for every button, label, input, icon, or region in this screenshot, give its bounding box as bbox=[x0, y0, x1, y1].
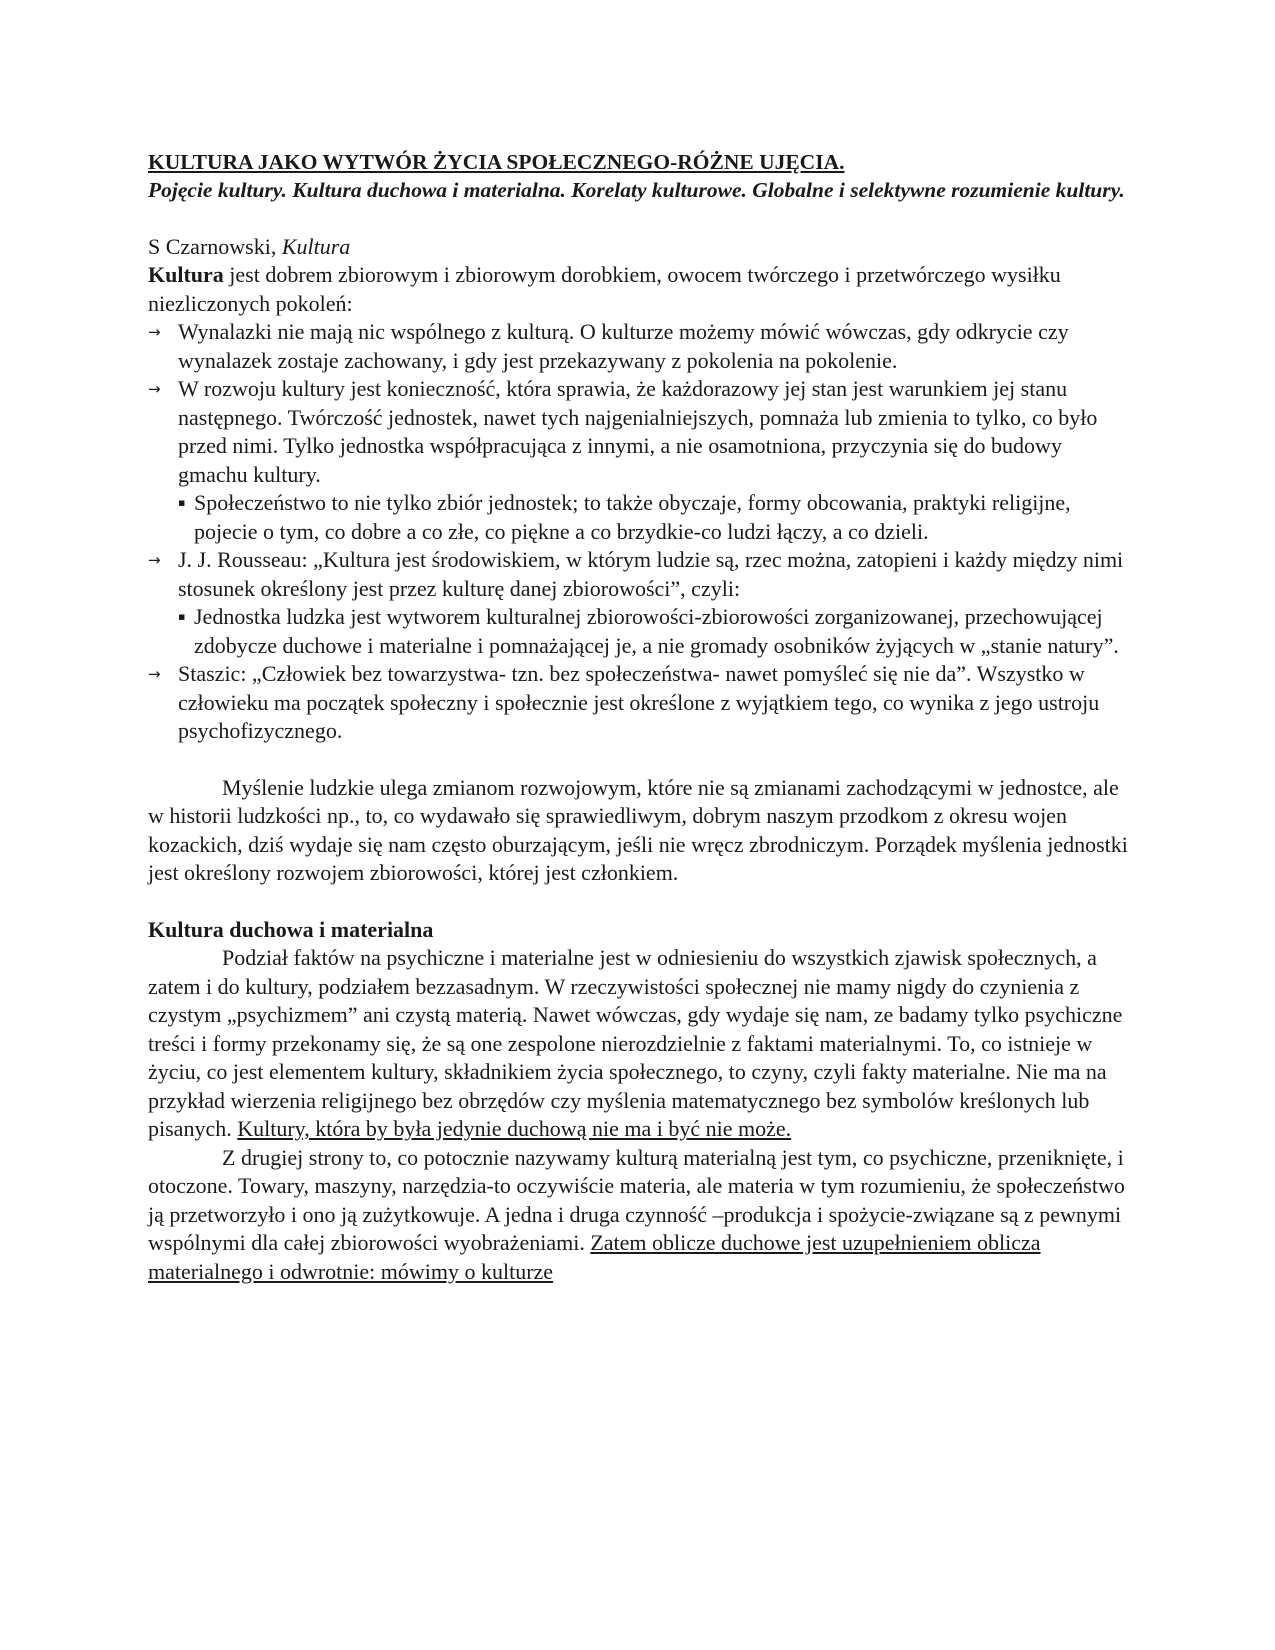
underlined-text: Zatem oblicze duchowe jest uzupełnieniem oblicza materialnego i odwrotnie: mówimy o kulturze bbox=[148, 1230, 1041, 1284]
arrow-item-text: J. J. Rousseau: „Kultura jest środowiskiem, w którym ludzie są, rzec można, zatopieni i każdy między nimi stosunek określony jest przez kulturę danej zbiorowości”, czyli: bbox=[178, 547, 1124, 601]
underlined-text: Kultury, która by była jedynie duchową nie ma i być nie może. bbox=[237, 1116, 792, 1141]
section-heading: Kultura duchowa i materialna bbox=[148, 916, 434, 942]
intro-text: jest dobrem zbiorowym i zbiorowym dorobkiem, owocem twórczego i przetwórczego wysiłku niezliczonych pokoleń: bbox=[148, 262, 1061, 316]
intro-paragraph bbox=[148, 261, 1133, 318]
square-bullet-icon: ▪ bbox=[178, 496, 186, 509]
arrow-item-text: Staszic: „Człowiek bez towarzystwa- tzn. bez społeczeństwa- nawet pomyśleć się nie da”. Wszystko w człowieku ma początek społeczny i społecznie jest określone z wyjątkiem tego, co wynika z jego ustroju psychofizycznego. bbox=[178, 661, 1100, 743]
bullet-item-text: Jednostka ludzka jest wytworem kulturalnej zbiorowości-zbiorowości zorganizowanej, przechowującej zdobycze duchowe i materialne i pomnażającej je, a nie gromady osobników żyjących w „stanie natury”. bbox=[194, 604, 1119, 658]
arrow-icon: → bbox=[148, 380, 161, 398]
arrow-icon: → bbox=[148, 323, 161, 341]
bullet-list-item bbox=[148, 489, 1133, 546]
blank-line bbox=[148, 888, 1133, 916]
author-name: S Czarnowski, bbox=[148, 234, 277, 259]
paragraph-text: Podział faktów na psychiczne i materialne jest w odniesieniu do wszystkich zjawisk społecznych, a zatem i do kultury, podziałem bezzasadnym. W rzeczywistości społecznej nie mamy nigdy do czynienia z czystym „psychizmem” ani czystą materią. Nawet wówczas, gdy wydaje się nam, ze badamy tylko psychiczne treści i formy przekonamy się, że są one zespolone nierozdzielnie z faktami materialnymi. To, co istnieje w życiu, co jest elementem kultury, składnikiem życia społecznego, to czyny, czyli fakty materialne. Nie ma na przykład wierzenia religijnego bez obrzędów czy myślenia matematycznego bez symbolów kreślonych lub pisanych. bbox=[148, 945, 1123, 1141]
arrow-list-item bbox=[148, 660, 1133, 746]
blank-line bbox=[148, 204, 1133, 232]
arrow-icon: → bbox=[148, 551, 161, 569]
document-title: KULTURA JAKO WYTWÓR ŻYCIA SPOŁECZNEGO-RÓŻNE UJĘCIA. bbox=[148, 150, 845, 174]
bullet-list-item bbox=[148, 603, 1133, 660]
paragraph-text: Z drugiej strony to, co potocznie nazywamy kulturą materialną jest tym, co psychiczne, przeniknięte, i otoczone. Towary, maszyny, narzędzia-to oczywiście materia, ale materia w tym rozumieniu, że społeczeństwo ją przetworzyło i ono ją zużytkowuje. A jedna i druga czynność –produkcja i spożycie-związane są z pewnymi wspólnymi dla całej zbiorowości wyobrażeniami. bbox=[148, 1144, 1125, 1255]
section-paragraph bbox=[148, 1144, 1133, 1287]
document-subtitle: Pojęcie kultury. Kultura duchowa i materialna. Korelaty kulturowe. Globalne i selektywne rozumienie kultury. bbox=[148, 178, 1125, 202]
document-page bbox=[148, 148, 1133, 1286]
square-bullet-icon: ▪ bbox=[178, 610, 186, 623]
arrow-icon: → bbox=[148, 665, 161, 683]
section-paragraph bbox=[148, 944, 1133, 1144]
arrow-item-text: Wynalazki nie mają nic wspólnego z kulturą. O kulturze możemy mówić wówczas, gdy odkrycie czy wynalazek zostaje zachowany, i gdy jest przekazywany z pokolenia na pokolenie. bbox=[178, 319, 1069, 373]
intro-term: Kultura bbox=[148, 262, 224, 287]
author-line bbox=[148, 232, 1133, 261]
arrow-list-item bbox=[148, 375, 1133, 489]
arrow-list-item bbox=[148, 318, 1133, 375]
author-work: Kultura bbox=[281, 234, 351, 259]
blank-line bbox=[148, 746, 1133, 774]
arrow-item-text: W rozwoju kultury jest konieczność, która sprawia, że każdorazowy jej stan jest warunkiem jej stanu następnego. Twórczość jednostek, nawet tych najgenialniejszych, pomnaża lub zmienia to tylko, co było przed nimi. Tylko jednostka współpracująca z innymi, a nie osamotniona, przyczynia się do budowy gmachu kultury. bbox=[178, 376, 1098, 487]
arrow-list-item bbox=[148, 546, 1133, 603]
thinking-paragraph: Myślenie ludzkie ulega zmianom rozwojowym, które nie są zmianami zachodzącymi w jednostce, ale w historii ludzkości np., to, co wydawało się sprawiedliwym, dobrym naszym przodkom z okresu wojen kozackich, dziś wydaje się nam często oburzającym, jeśli nie wręcz zbrodniczym. Porządek myślenia jednostki jest określony rozwojem zbiorowości, której jest członkiem. bbox=[148, 774, 1128, 885]
bullet-item-text: Społeczeństwo to nie tylko zbiór jednostek; to także obyczaje, formy obcowania, praktyki religijne, pojecie o tym, co dobre a co złe, co piękne a co brzydkie-co ludzi łączy, a co dzieli. bbox=[194, 490, 1071, 544]
